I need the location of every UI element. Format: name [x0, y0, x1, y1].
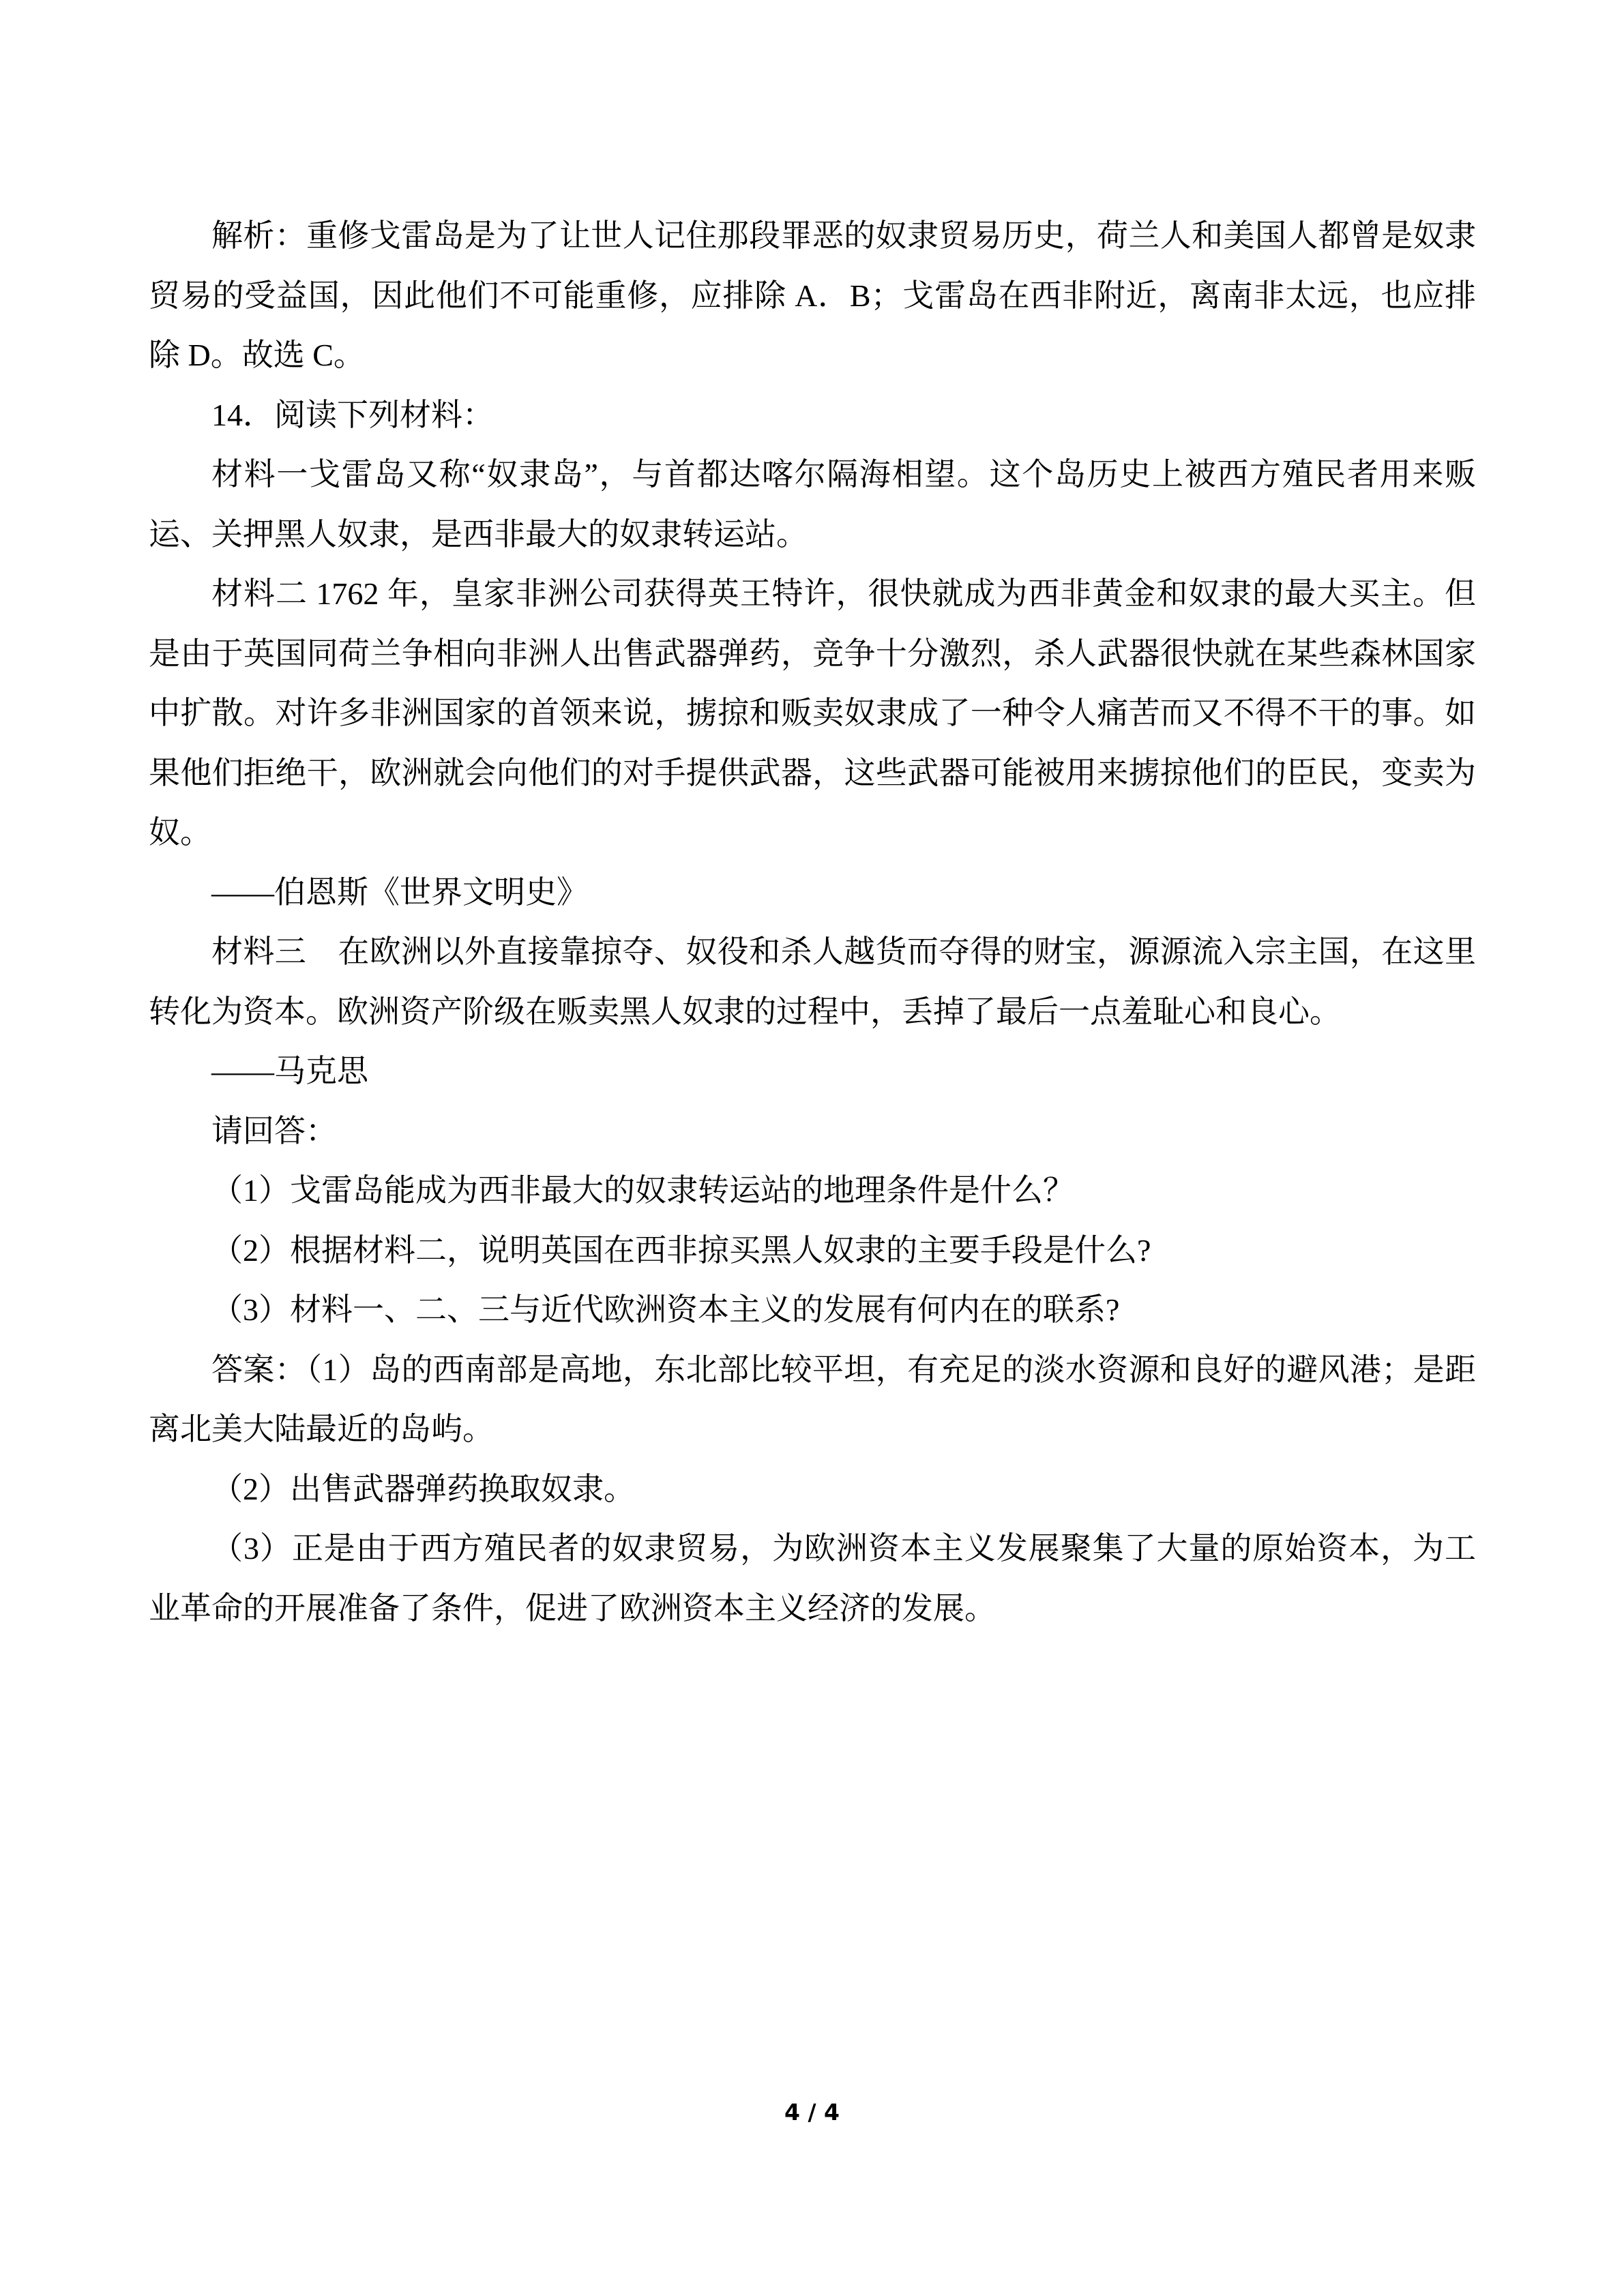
- material-1-paragraph: 材料一戈雷岛又称“奴隶岛”，与首都达喀尔隔海相望。这个岛历史上被西方殖民者用来贩运、关押黑人奴隶，是西非最大的奴隶转运站。: [149, 457, 1476, 552]
- question-1: （1）戈雷岛能成为西非最大的奴隶转运站的地理条件是什么？: [211, 1173, 1074, 1208]
- page-number: 4 / 4: [784, 2099, 840, 2126]
- solution-paragraph: 解析：重修戈雷岛是为了让世人记住那段罪恶的奴隶贸易历史，荷兰人和美国人都曾是奴隶贸易的受益国，因此他们不可能重修，应排除 A．B；戈雷岛在西非附近，离南非太远，也应排除 D。故选 C。: [149, 218, 1476, 372]
- answer-1: 答案：（1）岛的西南部是高地，东北部比较平坦，有充足的淡水资源和良好的避风港；是距离北美大陆最近的岛屿。: [149, 1352, 1476, 1446]
- material-2-paragraph: 材料二 1762 年，皇家非洲公司获得英王特许，很快就成为西非黄金和奴隶的最大买主。但是由于英国同荷兰争相向非洲人出售武器弹药，竞争十分激烈，杀人武器很快就在某些森林国家中扩散。对许多非洲国家的首领来说，掳掠和贩卖奴隶成了一种令人痛苦而又不得不干的事。如果他们拒绝干，欧洲就会向他们的对手提供武器，这些武器可能被用来掳掠他们的臣民，变卖为奴。: [149, 576, 1476, 850]
- question-2: （2）根据材料二，说明英国在西非掠买黑人奴隶的主要手段是什么?: [211, 1232, 1151, 1268]
- document-content: [149, 206, 1476, 1638]
- question-14-heading: 14．阅读下列材料：: [211, 397, 494, 432]
- attribution-burns: ——伯恩斯《世界文明史》: [211, 874, 588, 910]
- answer-3: （3）正是由于西方殖民者的奴隶贸易，为欧洲资本主义发展聚集了大量的原始资本，为工业革命的开展准备了条件，促进了欧洲资本主义经济的发展。: [149, 1531, 1476, 1626]
- answer-prompt: 请回答：: [211, 1113, 337, 1148]
- attribution-marx: ——马克思: [211, 1054, 368, 1088]
- question-3: （3）材料一、二、三与近代欧洲资本主义的发展有何内在的联系?: [211, 1292, 1120, 1327]
- answer-2: （2）出售武器弹药换取奴隶。: [211, 1471, 635, 1506]
- material-3-paragraph: 材料三 在欧洲以外直接靠掠夺、奴役和杀人越货而夺得的财宝，源源流入宗主国，在这里转化为资本。欧洲资产阶级在贩卖黑人奴隶的过程中，丢掉了最后一点羞耻心和良心。: [149, 934, 1476, 1029]
